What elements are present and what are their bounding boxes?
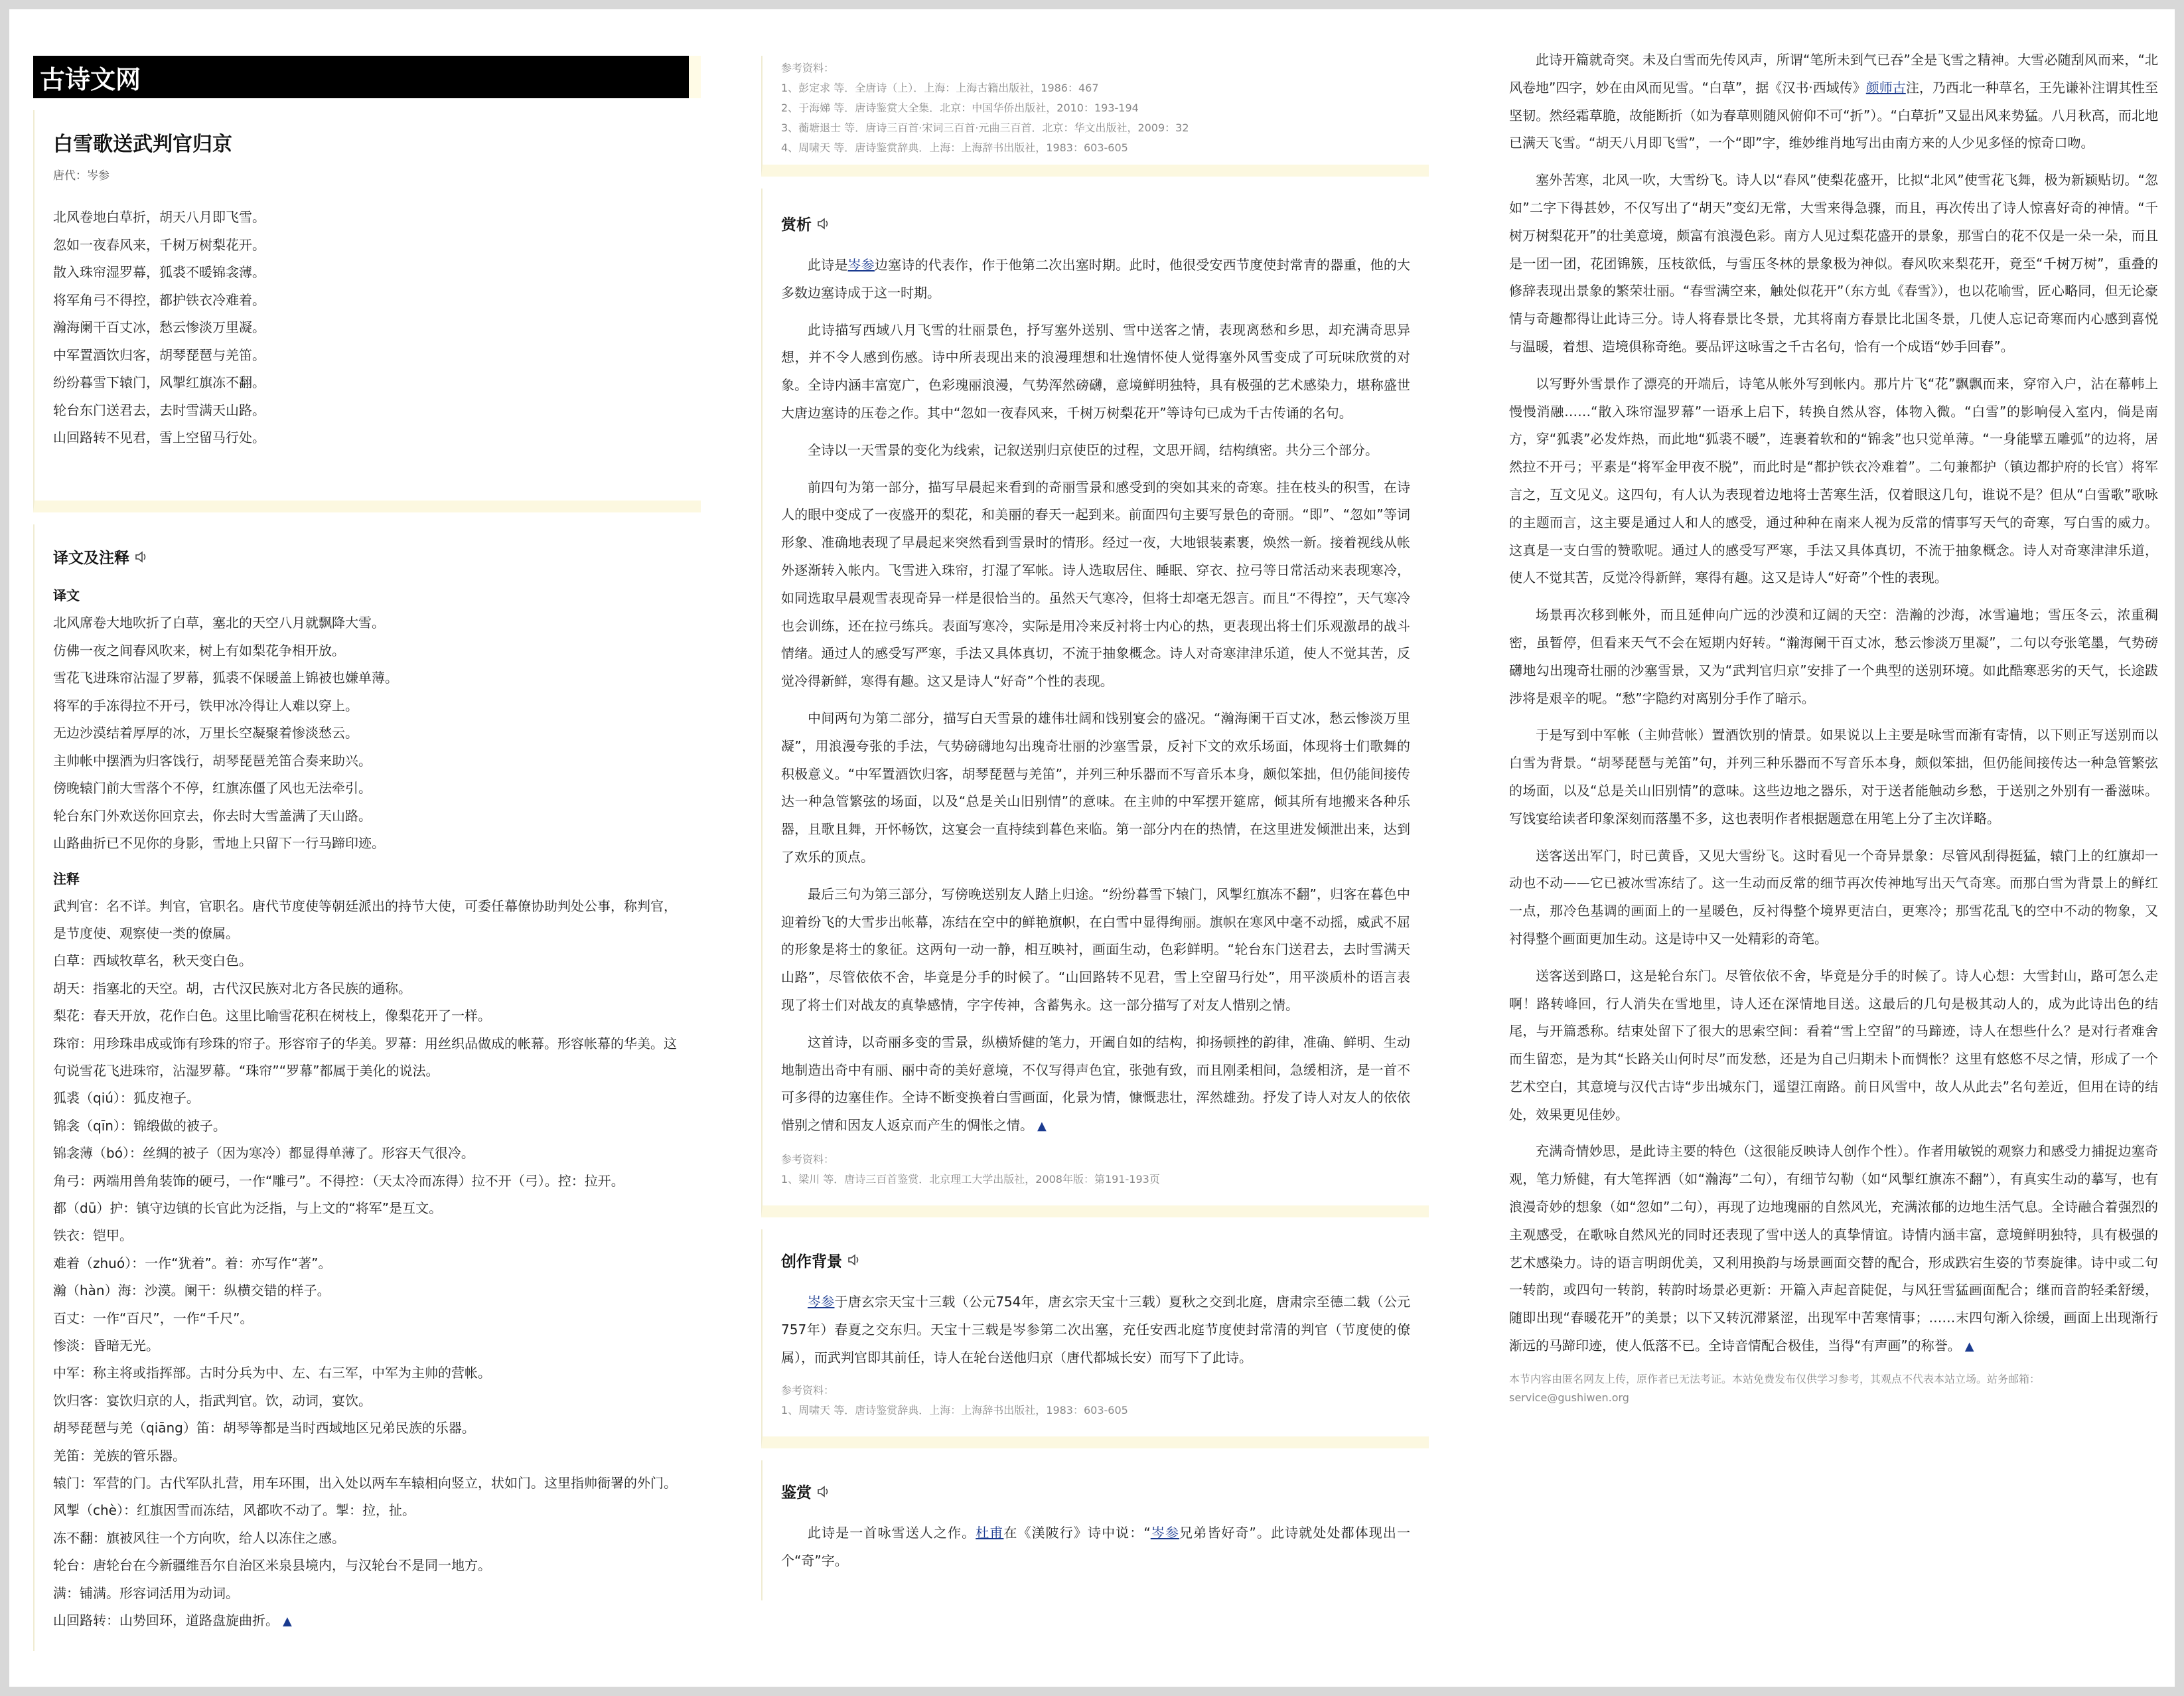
jianshang-paragraph: [1509, 1138, 2158, 1360]
refs-top-card: [761, 56, 1429, 177]
zhushi-text: 难着（zhuó）：一作“犹着”。着：亦写作“著”。: [53, 1255, 332, 1271]
beijing-text: 于唐玄宗天宝十三载（公元754年，唐玄宗天宝十三载）夏秋之交到北庭，唐肃宗至德二载（公元757年）春夏之交东归。天宝十三载是岑参第二次出塞，充任安西北庭节度使封常清的判官（节度使的僚属），而武判官即其前任，诗人在轮台送他归京（唐代都城长安）而写下了此诗。: [781, 1293, 1410, 1365]
jianshang-paragraph: [1509, 722, 2158, 832]
zhushi-item: [53, 1607, 682, 1635]
jianshang-paragraph: [1509, 370, 2158, 592]
column-3: [1496, 46, 2163, 1419]
shangxi-ref-label: 参考资料：: [781, 1152, 835, 1166]
reference-item: 1、周啸天 等．唐诗鉴赏辞典．上海：上海辞书出版社，1983：603-605: [781, 1404, 1128, 1417]
site-name[interactable]: 古诗文网: [40, 64, 141, 94]
yiwen-label: 译文: [53, 587, 80, 603]
zhushi-text: 满：铺满。形容词活用为动词。: [53, 1584, 239, 1601]
zhushi-item: [53, 1552, 682, 1579]
refs-top-label: 参考资料：: [781, 62, 835, 74]
shangxi-paragraph: [781, 474, 1410, 696]
paragraph-text: 送客送出军门，时已黄昏，又见大雪纷飞。这时看见一个奇异景象：尽管风刮得挺猛，辕门上的红旗却一动也不动——它已被冰雪冻结了。这一生动而反常的细节再次传神地写出天气奇寒。而那白雪为背景上的鲜红一点，那冷色基调的画面上的一星暖色，反衬得整个境界更洁白，更寒冷；那雪花乱飞的空中不动的物象，又衬得整个画面更加生动。这是诗中又一处精彩的奇笔。: [1509, 847, 2158, 947]
zhushi-item: [53, 1359, 682, 1387]
zhushi-text: 瀚（hàn）海：沙漠。阑干：纵横交错的样子。: [53, 1282, 330, 1299]
shangxi-card: [761, 189, 1429, 1217]
jianshang-intro-text-2: 在《渼陂行》诗中说：“: [1003, 1525, 1151, 1541]
translation-heading: [53, 546, 682, 568]
zhushi-item: [53, 1085, 682, 1112]
zhushi-item: [53, 1277, 682, 1304]
jianshang-paragraph: [1509, 167, 2158, 361]
zhushi-body: [53, 893, 682, 1636]
beijing-heading-text: 创作背景: [781, 1253, 842, 1271]
zhushi-text: 辕门：军营的门。古代军队扎营，用车环围，出入处以两车车辕相向竖立，状如门。这里指帅衙署的外门。: [53, 1475, 677, 1492]
zhushi-text: 铁衣：铠甲。: [53, 1227, 133, 1244]
zhushi-item: [53, 1250, 682, 1277]
zhushi-item: [53, 1222, 682, 1249]
jianshang-paragraph: [1509, 963, 2158, 1129]
person-link[interactable]: 颜师古: [1865, 79, 1906, 96]
speaker-icon[interactable]: [817, 1485, 832, 1498]
paragraph-text: 此诗是: [808, 257, 848, 273]
reference-item: 2、于海娣 等．唐诗鉴赏大全集．北京：中国华侨出版社，2010：193-194: [781, 102, 1139, 114]
paragraph-text: 最后三句为第三部分，写傍晚送别友人踏上归途。“纷纷暮雪下辕门，风掣红旗冻不翻”，归客在暮色中迎着纷飞的大雪步出帐幕，冻结在空中的鲜艳旗帜，在白雪中显得绚丽。旗帜在寒风中毫不动摇，威武不屈的形象是将士的象征。这两句一动一静，相互映衬，画面生动，色彩鲜明。“轮台东门送君去，去时雪满天山路”，尽管依依不舍，毕竟是分手的时候了。“山回路转不见君，雪上空留马行处”，用平淡质朴的语言表现了将士们对战友的真挚感情，字字传神，含蓄隽永。这一部分描写了对友人惜别之情。: [781, 886, 1410, 1013]
zhushi-text: 锦衾薄（bó）：丝绸的被子（因为寒冷）都显得单薄了。形容天气很冷。: [53, 1145, 474, 1162]
speaker-icon[interactable]: [135, 550, 149, 564]
poem-line: 瀚海阑干百丈冰，愁云惨淡万里凝。: [53, 319, 265, 335]
shangxi-paragraph: [781, 252, 1410, 307]
zhushi-text: 百丈：一作“百尺”，一作“千尺”。: [53, 1310, 254, 1326]
yiwen-line: 将军的手冻得拉不开弓，铁甲冰冷得让人难以穿上。: [53, 697, 358, 714]
zhushi-item: [53, 1580, 682, 1607]
beijing-heading: [781, 1249, 1410, 1271]
refs-top-list: [781, 78, 1410, 158]
zhushi-text: 饮归客：宴饮归京的人，指武判官。饮，动词，宴饮。: [53, 1392, 372, 1409]
poem-card: [33, 110, 701, 512]
footnote: 本节内容由匿名网友上传，原作者已无法考证。本站免费发布仅供学习参考，其观点不代表本站立场。站务邮箱：service@gushiwen.org: [1509, 1372, 2041, 1404]
paragraph-text: 全诗以一天雪景的变化为线索，记叙送别归京使臣的过程，文思开阔，结构缜密。共分三个部分。: [808, 441, 1378, 458]
beijing-ref-label: 参考资料：: [781, 1384, 835, 1397]
paragraph-text: 中间两句为第二部分，描写白天雪景的雄伟壮阔和饯别宴会的盛况。“瀚海阑干百丈冰，愁云惨淡万里凝”，用浪漫夸张的手法，气势磅礴地勾出瑰奇壮丽的沙塞雪景，反衬下文的欢乐场面，体现将士们歌舞的积极意义。“中军置酒饮归客，胡琴琵琶与羌笛”，并列三种乐器而不写音乐本身，颇似笨拙，但仍能间接传达一种急管繁弦的场面，以及“总是关山旧别情”的意味。在主帅的中军摆开筵席，倾其所有地搬来各种乐器，且歌且舞，开怀畅饮，这宴会一直持续到暮色来临。第一部分内在的热情，在这里进发倾泄出来，达到了欢乐的顶点。: [781, 710, 1410, 865]
reference-item: 3、蘅塘退士 等．唐诗三百首·宋词三百首·元曲三百首．北京：华文出版社，2009：32: [781, 121, 1189, 134]
translation-heading-text: 译文及注释: [53, 550, 129, 567]
up-triangle-icon[interactable]: ▲: [283, 1614, 292, 1629]
zhushi-text: 中军：称主将或指挥部。古时分兵为中、左、右三军，中军为主帅的营帐。: [53, 1365, 491, 1381]
poem-line: 将军角弓不得控，都护铁衣冷难着。: [53, 291, 265, 308]
zhushi-text: 角弓：两端用兽角装饰的硬弓，一作“雕弓”。不得控：（天太冷而冻得）拉不开（弓）。控：拉开。: [53, 1172, 624, 1189]
paragraph-text: 送客送到路口，这是轮台东门。尽管依依不舍，毕竟是分手的时候了。诗人心想：大雪封山，路可怎么走啊！路转峰回，行人消失在雪地里，诗人还在深情地目送。这最后的几句是极其动人的，成为此诗出色的结尾，与开篇悉称。结束处留下了很大的思索空间：看着“雪上空留”的马蹄迹，诗人在想些什么？是对行者难舍而生留恋，是为其“长路关山何时尽”而发愁，还是为自己归期未卜而惆怅？这里有悠悠不尽之情，形成了一个艺术空白，其意境与汉代古诗“步出城东门，遥望江南路。前日风雪中，故人从此去”名句差近，但用在诗的结处，效果更见佳妙。: [1509, 967, 2158, 1122]
page-frame: [9, 9, 2175, 1687]
yiwen-line: 主帅帐中摆酒为归客饯行，胡琴琵琶羌笛合奏来助兴。: [53, 752, 372, 769]
shangxi-paragraph: [781, 437, 1410, 465]
speaker-icon[interactable]: [847, 1253, 862, 1267]
paragraph-text: 边塞诗的代表作，作于他第二次出塞时期。此时，他很受安西节度使封常青的器重，他的大多数边塞诗成于这一时期。: [781, 257, 1411, 301]
speaker-icon[interactable]: [817, 217, 832, 230]
zhushi-label: 注释: [53, 870, 80, 887]
shangxi-heading: [781, 212, 1410, 234]
up-triangle-icon[interactable]: ▲: [1964, 1340, 1974, 1354]
zhushi-item: [53, 1113, 682, 1140]
column-2: [761, 56, 1429, 1612]
jianshang-continued: [1496, 46, 2163, 1407]
zhushi-text: 轮台：唐轮台在今新疆维吾尔自治区米泉县境内，与汉轮台不是同一地方。: [53, 1557, 491, 1574]
zhushi-item: [53, 1140, 682, 1167]
yiwen-line: 傍晚辕门前大雪落个不停，红旗冻僵了风也无法牵引。: [53, 780, 372, 796]
yiwen-line: 山路曲折已不见你的身影，雪地上只留下一行马蹄印迹。: [53, 835, 385, 851]
jianshang-intro-text-1: 此诗是一首咏雪送人之作。: [808, 1525, 976, 1541]
zhushi-text: 风掣（chè）：红旗因雪而冻结，风都吹不动了。掣：拉，扯。: [53, 1502, 415, 1519]
poem-body: [53, 204, 682, 452]
paragraph-text: 此诗开篇就奇突。未及白雪而先传风声，所谓“笔所未到气已吞”全是飞雪之精神。大雪必随刮风而来，“北风卷地”四字，妙在由风而见雪。“白草”，据《汉书·西域传》: [1509, 52, 2158, 96]
zhushi-text: 羌笛：羌族的管乐器。: [53, 1447, 186, 1464]
zhushi-text: 惨淡：昏暗无光。: [53, 1338, 159, 1353]
poem-line: 轮台东门送君去，去时雪满天山路。: [53, 402, 265, 418]
poem-line: 山回路转不见君，雪上空留马行处。: [53, 429, 265, 445]
shangxi-paragraph: [781, 705, 1410, 872]
shangxi-body: [781, 252, 1410, 1140]
poem-line: 中军置酒饮归客，胡琴琵琶与羌笛。: [53, 347, 265, 363]
poem-line: 北风卷地白草折，胡天八月即飞雪。: [53, 209, 265, 225]
zhushi-text: 狐裘（qiú）：狐皮袍子。: [53, 1090, 200, 1107]
shangxi-ref-list: [781, 1170, 1410, 1190]
up-triangle-icon[interactable]: ▲: [1037, 1119, 1047, 1134]
zhushi-text: 梨花：春天开放，花作白色。这里比喻雪花积在树枝上，像梨花开了一样。: [53, 1008, 491, 1024]
paragraph-text: 此诗描写西域八月飞雪的壮丽景色，抒写塞外送别、雪中送客之情，表现离愁和乡思，却充满奇思异想，并不令人感到伤感。诗中所表现出来的浪漫理想和壮逸情怀使人觉得塞外风雪变成了可玩味欣赏的对象。全诗内涵丰富宽广，色彩瑰丽浪漫，气势浑然磅礴，意境鲜明独特，具有极强的艺术感染力，堪称盛世大唐边塞诗的压卷之作。其中“忽如一夜春风来，千树万树梨花开”等诗句已成为千古传诵的名句。: [781, 321, 1410, 421]
shangxi-paragraph: [781, 317, 1410, 427]
jianshang-intro-text-3: 兄弟皆好奇”。此诗就处处都体现出一个“奇”字。: [781, 1525, 1410, 1569]
zhushi-item: [53, 975, 682, 1002]
site-brand-bar[interactable]: [33, 56, 701, 98]
zhushi-text: 胡天：指塞北的天空。胡，古代汉民族对北方各民族的通称。: [53, 980, 411, 996]
poem-line: 散入珠帘湿罗幕，狐裘不暖锦衾薄。: [53, 264, 265, 280]
paragraph-text: 塞外苦寒，北风一吹，大雪纷飞。诗人以“春风”使梨花盛开，比拟“北风”使雪花飞舞，极为新颖贴切。“忽如”二字下得甚妙，不仅写出了“胡天”变幻无常，大雪来得急骤，而且，再次传出了诗人惊喜好奇的神情。“千树万树梨花开”的壮美意境，颇富有浪漫色彩。南方人见过梨花盛开的景象，那雪白的花不仅是一朵一朵，而且是一团一团，花团锦簇，压枝欲低，与雪压冬林的景象极为神似。春风吹来梨花开，竟至“千树万树”，重叠的修辞表现出景象的繁荣壮丽。“春雪满空来，触处似花开”（东方虬《春雪》），也以花喻雪，匠心略同，但无论豪情与奇趣都得让此诗三分。诗人将春景比冬景，尤其将南方春景比北国冬景，几使人忘记奇寒而内心感到喜悦与温暖，着想、造境俱称奇绝。要品评这咏雪之千古名句，恰有一个成语“妙手回春”。: [1509, 172, 2158, 354]
poem-line: 纷纷暮雪下辕门，风掣红旗冻不翻。: [53, 374, 265, 390]
shangxi-paragraph: [781, 1029, 1410, 1140]
paragraph-text: 前四句为第一部分，描写早晨起来看到的奇丽雪景和感受到的突如其来的奇寒。挂在枝头的积雪，在诗人的眼中变成了一夜盛开的梨花，和美丽的春天一起到来。前面四句主要写景色的奇丽。“即”、“忽如”等词形象、准确地表现了早晨起来突然看到雪景时的情形。经过一夜，大地银装素裹，焕然一新。接着视线从帐外逐渐转入帐内。飞雪进入珠帘，打湿了军帐。诗人选取居住、睡眠、穿衣、拉弓等日常活动来表现寒冷，如同选取早晨观雪表现奇异一样是很恰当的。虽然天气寒冷，但将士却毫无怨言。而且“不得控”，天气寒冷也会训练，还在拉弓练兵。表面写寒冷，实际是用冷来反衬将士内心的热，更表现出将士们乐观激昂的战斗情绪。通过人的感受写严寒，手法又具体真切，不流于抽象概念。诗人对奇寒津津乐道，使人不觉其苦，反觉冷得新鲜，寒得有趣。这又是诗人“好奇”个性的表现。: [781, 479, 1410, 690]
paragraph-text: 以写野外雪景作了漂亮的开端后，诗笔从帐外写到帐内。那片片飞“花”飘飘而来，穿帘入户，沾在幕帏上慢慢消融……“散入珠帘湿罗幕”一语承上启下，转换自然从容，体物入微。“白雪”的影响侵入室内，倘是南方，穿“狐裘”必发炸热，而此地“狐裘不暖”，连裹着软和的“锦衾”也只觉单薄。“一身能擘五雕弧”的边将，居然拉不开弓；平素是“将军金甲夜不脱”，而此时是“都护铁衣冷难着”。二句兼都护（镇边都护府的长官）将军言之，互文见义。这四句，有人认为表现着边地将士苦寒生活，仅着眼这几句，谁说不是？但从“白雪歌”歌咏的主题而言，这主要是通过人和人的感受，通过种种在南来人视为反常的情事写天气的奇寒，写白雪的威力。这真是一支白雪的赞歌呢。通过人的感受写严寒，手法又具体真切，不流于抽象概念。诗人对奇寒津津乐道，使人不觉其苦，反觉冷得新鲜，寒得有趣。这又是诗人“好奇”个性的表现。: [1509, 375, 2158, 586]
zhushi-item: [53, 1387, 682, 1415]
yiwen-body: [53, 609, 682, 858]
author-link[interactable]: 岑参: [808, 1293, 835, 1310]
zhushi-text: 锦衾（qīn）：锦缎做的被子。: [53, 1117, 226, 1134]
zhushi-text: 冻不翻：旗被风往一个方向吹，给人以冻住之感。: [53, 1529, 345, 1546]
poem-author-line[interactable]: 唐代：岑参: [53, 169, 109, 183]
shangxi-paragraph: [781, 881, 1410, 1020]
zhushi-item: [53, 1195, 682, 1222]
column-1: [33, 56, 701, 1663]
beijing-paragraph: [781, 1288, 1410, 1371]
jianshang-paragraph: [1509, 601, 2158, 712]
jianshang-heading: [781, 1480, 1410, 1502]
zhushi-text: 武判官：名不详。判官，官职名。唐代节度使等朝廷派出的持节大使，可委任幕僚协助判处公事，称判官，是节度使、观察使一类的僚属。: [53, 897, 677, 941]
yiwen-line: 轮台东门外欢送你回京去，你去时大雪盖满了天山路。: [53, 807, 372, 824]
jianshang-body: [1509, 46, 2158, 1361]
poem-line: 忽如一夜春风来，千树万树梨花开。: [53, 236, 265, 253]
jianshang-paragraph: [1509, 842, 2158, 953]
beijing-card: [761, 1229, 1429, 1448]
jianshang-paragraph: [1509, 46, 2158, 157]
reference-item: 1、梁川 等．唐诗三百首鉴赏．北京理工大学出版社，2008年版：第191-193页: [781, 1172, 1160, 1186]
zhushi-item: [53, 1332, 682, 1359]
zhushi-item: [53, 893, 682, 948]
zhushi-item: [53, 1415, 682, 1442]
paragraph-text: 充满奇情妙思，是此诗主要的特色（这很能反映诗人创作个性）。作者用敏锐的观察力和感受力捕捉边塞奇观，笔力矫健，有大笔挥洒（如“瀚海”二句），有细节勾勒（如“风掣红旗冻不翻”），有真实生动的摹写，也有浪漫奇妙的想象（如“忽如”二句），再现了边地瑰丽的自然风光，充满浓郁的边地生活气息。全诗融合着强烈的主观感受，在歌咏自然风光的同时还表现了雪中送人的真挚情谊。诗情内涵丰富，意境鲜明独特，具有极强的艺术感染力。诗的语言明朗优美，又利用换韵与场景画面交替的配合，形成跌宕生姿的节奏旋律。诗中或二句一转韵，或四句一转韵，转韵时场景必更新：开篇入声起音陡促，与风狂雪猛画面配合；继而音韵轻柔舒缓，随即出现“春暖花开”的美景；以下又转沉滞紧涩，出现军中苦寒情事；……末四句渐入徐缓，画面上出现渐行渐远的马蹄印迹，使人低落不已。全诗音情配合极佳，当得“有声画”的称誉。: [1509, 1143, 2158, 1354]
paragraph-text: 这首诗，以奇丽多变的雪景，纵横矫健的笔力，开阖自如的结构，抑扬顿挫的韵律，准确、鲜明、生动地制造出奇中有丽、丽中奇的美好意境，不仅写得声色宜，张弛有致，而且刚柔相间，急缓相济，是一首不可多得的边塞佳作。全诗不断变换着白雪画面，化景为情，慷慨悲壮，浑然雄劲。抒发了诗人对友人的依依惜别之情和因友人返京而产生的惆怅之情。: [781, 1034, 1410, 1134]
paragraph-text: 于是写到中军帐（主帅营帐）置酒饮别的情景。如果说以上主要是咏雪而渐有寄情，以下则正写送别而以白雪为背景。“胡琴琵琶与羌笛”句，并列三种乐器而不写音乐本身，颇似笨拙，但仍能间接传达一种急管繁弦的场面，以及“总是关山旧别情”的意味。这些边地之器乐，对于送者能触动乡愁，于送别之外别有一番滋味。写饯宴给读者印象深刻而落墨不多，这也表明作者根据题意在用笔上分了主次详略。: [1509, 727, 2158, 826]
yiwen-line: 北风席卷大地吹折了白草，塞北的天空八月就飘降大雪。: [53, 615, 385, 631]
jianshang-intro: [781, 1519, 1410, 1575]
shangxi-heading-text: 赏析: [781, 216, 812, 234]
zhushi-item: [53, 1002, 682, 1030]
yiwen-line: 仿佛一夜之间春风吹来，树上有如梨花争相开放。: [53, 642, 345, 658]
zhushi-item: [53, 1525, 682, 1552]
paragraph-text: 注，乃西北一种草名，王先谦补注谓其性至坚韧。然经霜草脆，故能断折（如为春草则随风俯仰不可“折”）。“白草折”又显出风来势猛。八月秋高，而北地已满天飞雪。“胡天八月即飞雪”，一个“即”字，维妙维肖地写出由南方来的人少见多怪的惊奇口吻。: [1509, 79, 2159, 151]
zhushi-item: [53, 1442, 682, 1470]
zhushi-text: 胡琴琵琶与羌（qiāng）笛：胡琴等都是当时西域地区兄弟民族的乐器。: [53, 1420, 475, 1436]
zhushi-text: 山回路转：山势回环，道路盘旋曲折。: [53, 1612, 279, 1629]
translation-card: [33, 524, 701, 1651]
zhushi-item: [53, 1168, 682, 1195]
reference-item: 4、周啸天 等．唐诗鉴赏辞典．上海：上海辞书出版社，1983：603-605: [781, 141, 1128, 154]
zhushi-item: [53, 1497, 682, 1524]
beijing-ref-list: [781, 1401, 1410, 1421]
author-link[interactable]: 岑参: [847, 257, 875, 273]
yiwen-line: 雪花飞进珠帘沾湿了罗幕，狐裘不保暖盖上锦被也嫌单薄。: [53, 670, 398, 686]
zhushi-item: [53, 1470, 682, 1497]
poem-title: 白雪歌送武判官归京: [53, 133, 232, 156]
jianshang-card: [761, 1460, 1429, 1600]
yiwen-line: 无边沙漠结着厚厚的冰，万里长空凝聚着惨淡愁云。: [53, 725, 358, 741]
zhushi-text: 都（dū）护：镇守边镇的长官此为泛指，与上文的“将军”是互文。: [53, 1199, 443, 1216]
paragraph-text: 场景再次移到帐外，而且延伸向广远的沙漠和辽阔的天空：浩瀚的沙海，冰雪遍地；雪压冬云，浓重稠密，虽暂停，但看来天气不会在短期内好转。“瀚海阑干百丈冰，愁云惨淡万里凝”，二句以夸张笔墨，气势磅礴地勾出瑰奇壮丽的沙塞雪景，又为“武判官归京”安排了一个典型的送别环境。如此酷寒恶劣的天气，长途跋涉将是艰辛的呢。“愁”字隐约对离别分手作了暗示。: [1509, 607, 2158, 706]
author-link-dufu[interactable]: 杜甫: [976, 1525, 1004, 1541]
zhushi-text: 白草：西域牧草名，秋天变白色。: [53, 953, 252, 969]
zhushi-item: [53, 1305, 682, 1332]
reference-item: 1、彭定求 等．全唐诗（上）．上海：上海古籍出版社，1986：467: [781, 82, 1099, 94]
zhushi-item: [53, 947, 682, 974]
zhushi-text: 珠帘：用珍珠串成或饰有珍珠的帘子。形容帘子的华美。罗幕：用丝织品做成的帐幕。形容帐幕的华美。这句说雪花飞进珠帘，沾湿罗幕。“珠帘”“罗幕”都属于美化的说法。: [53, 1035, 677, 1079]
author-link-cencan[interactable]: 岑参: [1150, 1525, 1180, 1541]
jianshang-heading-text: 鉴赏: [781, 1484, 812, 1502]
zhushi-item: [53, 1030, 682, 1085]
